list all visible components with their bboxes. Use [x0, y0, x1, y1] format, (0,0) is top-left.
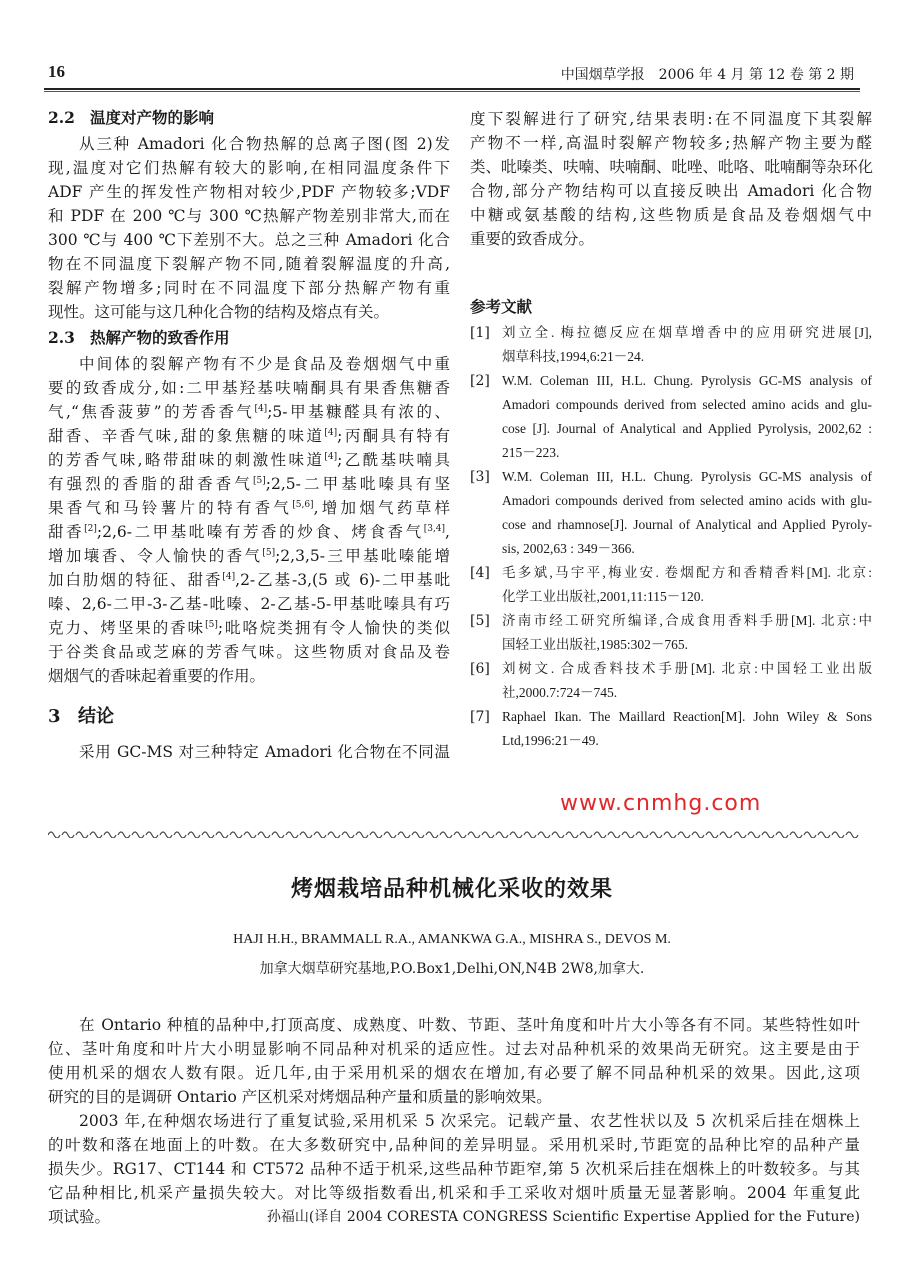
text-line: 300 ℃与 400 ℃下差别不大。总之三种 Amadori 化合: [48, 231, 450, 249]
section-title: 温度对产物的影响: [90, 108, 215, 127]
text-line: W.M. Coleman III, H.L. Chung. Pyrolysis GC-MS analysis of: [502, 373, 872, 388]
article-affiliation: 加拿大烟草研究基地,P.O.Box1,Delhi,ON,N4B 2W8,加拿大.: [259, 961, 645, 977]
conclusion-continued: [470, 107, 872, 251]
text-line: 烟草科技,1994,6:21－24.: [502, 349, 645, 364]
citation-marker: [4]: [324, 428, 338, 438]
section-2-2-paragraph: [48, 132, 450, 324]
section-number: 2.2: [48, 108, 75, 127]
text-line: 在 Ontario 种植的品种中,打顶高度、成熟度、叶数、节距、茎叶角度和叶片大小等各有不同。某些特性如叶: [79, 1016, 860, 1034]
text-line: 物在不同温度下裂解产物不同,随着裂解温度的升高,: [48, 255, 450, 273]
text-line: 采用 GC-MS 对三种特定 Amadori 化合物在不同温: [79, 743, 450, 761]
reference-text: [502, 561, 872, 609]
section-title: 热解产物的致香作用: [90, 328, 230, 347]
text-line: 损失少。RG17、CT144 和 CT572 品种不适于机采,这些品种节距窄,第 5 次机采后挂在烟株上的叶数较多。与其: [48, 1160, 860, 1178]
text-line: 的叶数和落在地面上的叶数。在大多数研究中,品种间的差异明显。采用机采时,节距宽的品种比窄的品种产量: [48, 1136, 860, 1154]
reference-item: [470, 705, 872, 753]
text-line: 使用机采的烟农人数有限。近几年,由于采用机采的烟农在增加,有必要了解不同品种机采的效果。因此,这项: [48, 1064, 860, 1082]
section-2-3-heading: [48, 324, 450, 352]
text-line: 它品种相比,机采产量损失较大。对比等级指数看出,机采和手工采收对烟叶质量无显著影响。2004 年重复此: [48, 1184, 860, 1202]
text-line: Ltd,1996:21－49.: [502, 733, 599, 748]
header-rule: [44, 88, 860, 92]
text-line: Amadori compounds derived from selected amino acids with glu-: [502, 493, 872, 508]
text-line: 现,温度对它们热解有较大的影响,在相同温度条件下: [48, 159, 450, 177]
reference-text: [502, 657, 872, 705]
text-line: 位、茎叶角度和叶片大小明显影响不同品种对机采的适应性。过去对品种机采的效果尚无研究。这主要是由于: [48, 1040, 860, 1058]
text-line: 产物不一样,高温时裂解产物较多;热解产物主要为醛: [470, 134, 872, 152]
citation-marker: [5]: [205, 620, 218, 630]
citation-marker: [4]: [324, 452, 338, 462]
reference-number: [5]: [470, 613, 490, 629]
text-line: 中糖或氨基酸的结构,这些物质是食品及卷烟烟气中: [470, 206, 872, 224]
citation-marker: [3,4]: [423, 524, 446, 534]
text-line: cose [J]. Journal of Analytical and Applied Pyrolysis, 2002,62 :: [502, 421, 872, 436]
citation-marker: [2]: [84, 524, 97, 534]
text-line: 甜香、辛香气味,甜的象焦糖的味道[4];丙酮具有特有: [48, 427, 450, 445]
text-line: Raphael Ikan. The Maillard Reaction[M]. John Wiley & Sons: [502, 709, 872, 724]
text-line: 现性。这可能与这几种化合物的结构及熔点有关。: [48, 303, 390, 321]
text-line: 化学工业出版社,2001,11:115－120.: [502, 589, 704, 604]
section-3-heading: [48, 700, 450, 734]
reference-number: [3]: [470, 469, 490, 485]
text-line: 甜香[2];2,6-二甲基吡嗪有芳香的炒食、烤食香气[3,4],: [48, 523, 450, 541]
text-line: 烟烟气的香味起着重要的作用。: [48, 667, 266, 685]
text-line: 果香气和马铃薯片的特有香气[5,6],增加烟气药草样: [48, 499, 450, 517]
right-column: [470, 107, 872, 753]
text-line: ADF 产生的挥发性产物相对较少,PDF 产物较多;VDF: [48, 183, 450, 201]
text-line: 要的致香成分,如:二甲基羟基呋喃酮具有果香焦糖香: [48, 379, 450, 397]
section-number: 3: [48, 706, 61, 727]
reference-item: [470, 609, 872, 657]
citation-marker: [5]: [253, 476, 266, 486]
text-line: 度下裂解进行了研究,结果表明:在不同温度下其裂解: [470, 110, 872, 128]
text-line: 裂解产物增多;同时在不同温度下部分热解产物有重: [48, 279, 450, 297]
reference-item: [470, 369, 872, 465]
section-2-3-paragraph: [48, 352, 450, 688]
text-line: 从三种 Amadori 化合物热解的总离子图(图 2)发: [79, 135, 450, 153]
reference-item: [470, 561, 872, 609]
left-column: [48, 104, 450, 764]
article-body: [48, 1013, 860, 1229]
watermark: www.cnmhg.com: [560, 791, 762, 816]
text-line: 2003 年,在种烟农场进行了重复试验,采用机采 5 次采完。记载产量、农艺性状以及 5 次机采后挂在烟株上: [79, 1112, 860, 1130]
reference-text: [502, 369, 872, 465]
text-line: 国轻工业出版社,1985:302－765.: [502, 637, 689, 652]
paragraph-end: 项试验。: [48, 1208, 111, 1226]
reference-number: [6]: [470, 661, 490, 677]
text-line: 类、吡嗪类、呋喃、呋喃酮、吡唑、吡咯、吡喃酮等杂环化: [470, 158, 874, 176]
text-line: 嗪、2,6-二甲-3-乙基-吡嗪、2-乙基-5-甲基吡嗪具有巧: [48, 595, 450, 613]
reference-item: [470, 465, 872, 561]
text-line: 和 PDF 在 200 ℃与 300 ℃热解产物差别非常大,而在: [48, 207, 450, 225]
reference-text: [502, 609, 872, 657]
section-number: 2.3: [48, 328, 75, 347]
article-paragraph: [48, 1013, 860, 1109]
text-line: 济南市经工研究所编译,合成食用香料手册[M]. 北京:中: [502, 613, 872, 628]
text-line: 刘树文. 合成香料技术手册[M]. 北京:中国轻工业出版: [502, 661, 872, 676]
references-title: 参考文献: [470, 297, 533, 316]
section-title: 结论: [78, 706, 114, 727]
reference-text: [502, 321, 872, 369]
section-2-2-heading: [48, 104, 450, 132]
page-number: 16: [48, 62, 65, 81]
article-authors: HAJI H.H., BRAMMALL R.A., AMANKWA G.A., MISHRA S., DEVOS M.: [233, 932, 671, 947]
text-line: 中间体的裂解产物有不少是食品及卷烟烟气中重: [79, 355, 450, 373]
article-title: 烤烟栽培品种机械化采收的效果: [290, 877, 613, 902]
text-line: 215－223.: [502, 445, 560, 460]
section-divider-ornament: [48, 826, 860, 838]
translator-note: 孙福山(译自 2004 CORESTA CONGRESS Scientific Expertise Applied for the Future): [266, 1209, 860, 1225]
text-line: 毛多斌,马宇平,梅业安. 卷烟配方和香精香料[M]. 北京:: [502, 565, 872, 580]
reference-item: [470, 321, 872, 369]
text-line: 的芳香气味,略带甜味的刺激性味道[4];乙酰基呋喃具: [48, 451, 450, 469]
text-line: 克力、烤坚果的香味[5];吡咯烷类拥有令人愉快的类似: [48, 619, 450, 637]
reference-number: [7]: [470, 709, 490, 725]
text-line: 刘立全. 梅拉德反应在烟草增香中的应用研究进展[J],: [502, 325, 872, 340]
reference-number: [4]: [470, 565, 490, 581]
article-paragraph: [48, 1109, 860, 1205]
text-line: 加白肋烟的特征、甜香[4],2-乙基-3,(5 或 6)-二甲基吡: [48, 571, 450, 589]
reference-number: [2]: [470, 373, 490, 389]
text-line: 气,“焦香菠萝”的芳香香气[4];5-甲基糠醛具有浓的、: [48, 403, 450, 421]
text-line: 于谷类食品或芝麻的芳香气味。这些物质对食品及卷: [48, 643, 450, 661]
text-line: 社,2000.7:724－745.: [502, 685, 618, 700]
text-line: sis, 2002,63 : 349－366.: [502, 541, 635, 556]
citation-marker: [5]: [262, 548, 276, 558]
text-line: 研究的目的是调研 Ontario 产区机采对烤烟品种产量和质量的影响效果。: [48, 1088, 552, 1106]
text-line: cose and rhamnose[J]. Journal of Analytical and Applied Pyroly-: [502, 517, 872, 532]
text-line: 合物,部分产物结构可以直接反映出 Amadori 化合物: [470, 182, 872, 200]
text-line: Amadori compounds derived from selected amino acids and glu-: [502, 397, 872, 412]
citation-marker: [4]: [222, 572, 236, 582]
citation-marker: [5,6]: [292, 500, 314, 510]
text-line: 重要的致香成分。: [470, 230, 595, 248]
text-line: 有强烈的香脂的甜香香气[5];2,5-二甲基吡嗪具有坚: [48, 475, 450, 493]
reference-list: [470, 321, 872, 753]
reference-number: [1]: [470, 325, 490, 341]
journal-header: 中国烟草学报 2006 年 4 月 第 12 卷 第 2 期: [560, 67, 854, 83]
text-line: W.M. Coleman III, H.L. Chung. Pyrolysis GC-MS analysis of: [502, 469, 872, 484]
reference-text: [502, 705, 872, 753]
reference-text: [502, 465, 872, 561]
final-line: [48, 1205, 860, 1229]
conclusion-paragraph: [48, 740, 450, 764]
citation-marker: [4]: [254, 404, 268, 414]
reference-item: [470, 657, 872, 705]
text-line: 增加壤香、令人愉快的香气[5];2,3,5-三甲基吡嗪能增: [48, 547, 450, 565]
